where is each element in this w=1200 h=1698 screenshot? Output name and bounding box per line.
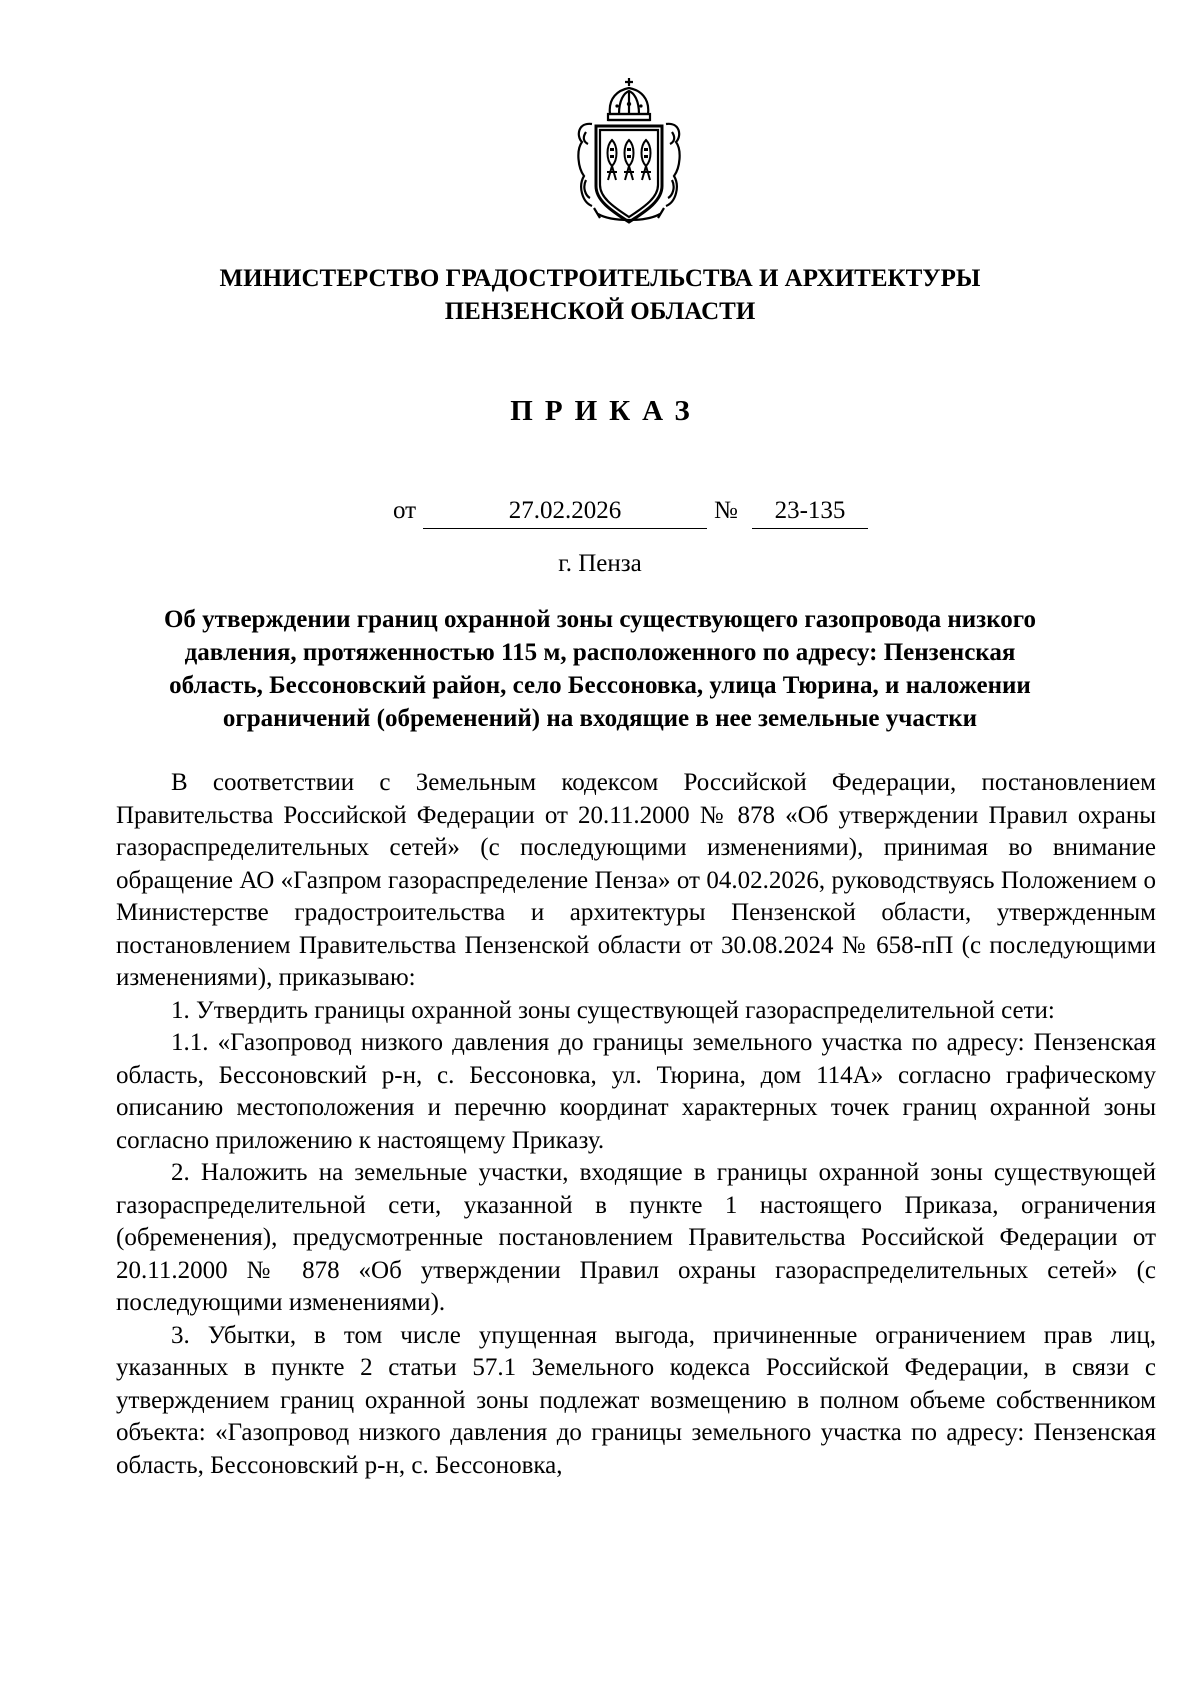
date-label: от [393, 497, 417, 524]
document-body [116, 767, 1156, 1482]
ministry-name-line: МИНИСТЕРСТВО ГРАДОСТРОИТЕЛЬСТВА И АРХИТЕКТУРЫ [219, 265, 981, 292]
preamble-paragraph: В соответствии с Земельным кодексом Российской Федерации, постановлением Правительства Российской Федерации от 20.11.2000 № 878 «Об утверждении Правил охраны газораспределительных сетей» (с последующими изменениями), принимая во внимание обращение АО «Газпром газораспределение Пенза» от 04.02.2026, руководствуясь Положением о Министерстве градостроительства и архитектуры Пензенской области, утвержденным постановлением Правительства Пензенской области от 30.08.2024 № 658-пП (с последующими изменениями), приказываю: [116, 769, 1156, 991]
ministry-name-line: ПЕНЗЕНСКОЙ ОБЛАСТИ [444, 298, 756, 325]
document-date: 27.02.2026 [423, 497, 707, 529]
clause-1: 1. Утвердить границы охранной зоны существующей газораспределительной сети: [171, 996, 1055, 1024]
document-type-heading: ПРИКАЗ [510, 395, 702, 427]
clause-1-1: 1.1. «Газопровод низкого давления до границы земельного участка по адресу: Пензенская область, Бессоновский р-н, с. Бессоновка, ул. Тюрина, дом 114А» согласно графическому описанию местоположения и перечню координат характерных точек границ охранной зоны согласно приложению к настоящему Приказу. [116, 1029, 1156, 1154]
document-title [120, 603, 1080, 735]
title-line: Об утверждении границ охранной зоны существующего газопровода низкого [163, 606, 1037, 633]
clause-3: 3. Убытки, в том числе упущенная выгода, причиненные ограничением прав лиц, указанных в пункте 2 статьи 57.1 Земельного кодекса Российской Федерации, в связи с утверждением границ охранной зоны подлежат возмещению в полном объеме собственником объекта: «Газопровод низкого давления до границы земельного участка по адресу: Пензенская область, Бессоновский р-н, с. Бессоновка, [116, 1321, 1156, 1479]
document-number: 23-135 [752, 497, 868, 529]
clause-2: 2. Наложить на земельные участки, входящие в границы охранной зоны существующей газораспределительной сети, указанной в пункте 1 настоящего Приказа, ограничения (обременения), предусмотренные постановлением Правительства Российской Федерации от 20.11.2000 № 878 «Об утверждении Правил охраны газораспределительных сетей» (с последующими изменениями). [116, 1159, 1156, 1316]
title-line: давления, протяженностью 115 м, расположенного по адресу: Пензенская [184, 639, 1016, 666]
issue-city: г. Пенза [558, 550, 642, 577]
title-line: область, Бессоновский район, село Бессоновка, улица Тюрина, и наложении [169, 672, 1031, 699]
date-number-line [0, 497, 1200, 531]
ministry-name [80, 262, 1120, 328]
number-label: № [714, 497, 738, 524]
title-line: ограничений (обременений) на входящие в нее земельные участки [222, 705, 978, 732]
penza-coat-of-arms-icon [572, 76, 686, 228]
